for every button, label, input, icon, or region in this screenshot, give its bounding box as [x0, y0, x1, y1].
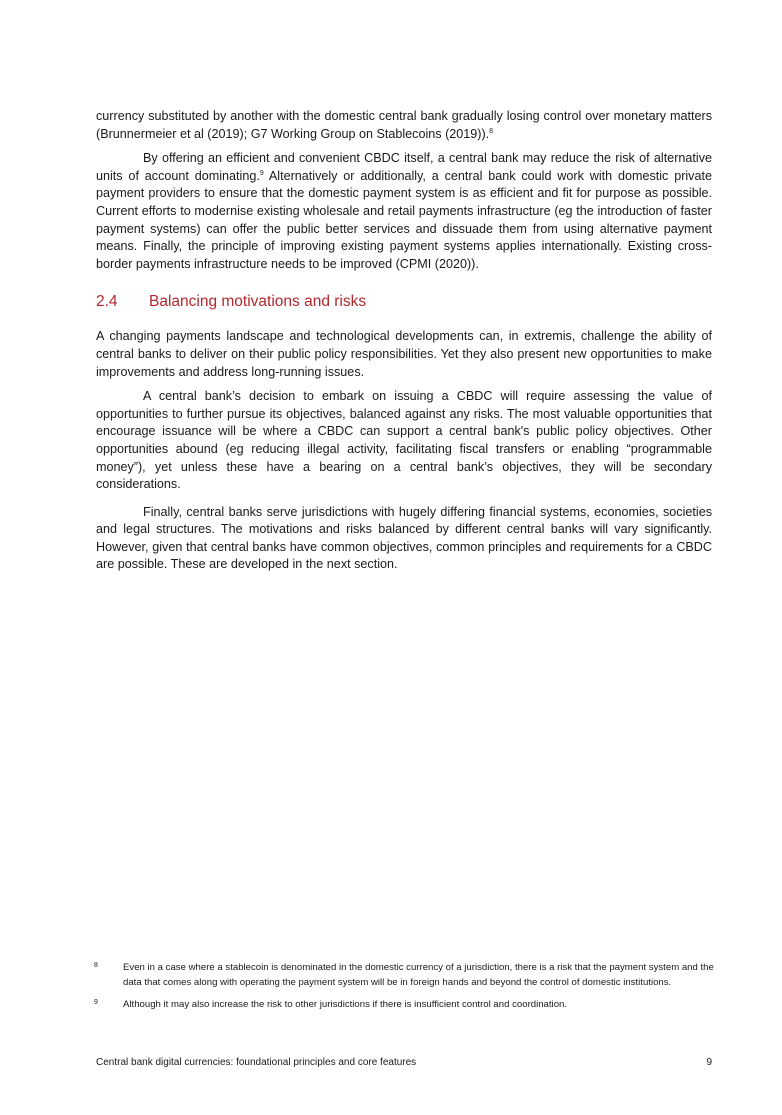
section-number: 2.4 [96, 293, 118, 311]
section-title: Balancing motivations and risks [149, 293, 367, 311]
body-paragraph-1 [96, 108, 712, 143]
footnote-8 [94, 961, 714, 990]
page-number: 9 [706, 1057, 712, 1068]
section-paragraph-3: Finally, central banks serve jurisdictions with hugely differing financial systems, economies, societies and legal structures. The motivations and risks balanced by different central banks will vary significantly. However, given that central banks have common objectives, common principles and requirements for a CBDC are possible. These are developed in the next section. [96, 504, 712, 572]
section-paragraph-1: A changing payments landscape and technological developments can, in extremis, challenge the ability of central banks to deliver on their public policy responsibilities. Yet they also present new opportunities to make improvements and address long-running issues. [96, 329, 712, 379]
footnote-ref-8[interactable]: 8 [489, 127, 494, 135]
main-content [96, 108, 712, 574]
paragraph-text: currency substituted by another with the domestic central bank gradually losing control over monetary matters (Brunnermeier et al (2019); G7 Working Group on Stablecoins (2019)). [96, 109, 712, 141]
section-paragraph-2: A central bank’s decision to embark on issuing a CBDC will require assessing the value of opportunities to further pursue its objectives, balanced against any risks. The most valuable opportunities that encourage issuance will be where a CBDC can support a central bank's public policy objectives. Other opportunities abound (eg reducing illegal activity, facilitating fiscal transfers or enabling “programmable money”), yet unless these have a bearing on a central bank’s objectives, they will be secondary considerations. [96, 389, 712, 492]
footnote-9 [94, 998, 714, 1013]
footnote-mark: 8 [94, 962, 98, 969]
footnote-text: Although it may also increase the risk to other jurisdictions if there is insufficient control and coordination. [123, 999, 568, 1011]
body-paragraph-2 [96, 150, 712, 273]
footnote-text: Even in a case where a stablecoin is denominated in the domestic currency of a jurisdiction, there is a risk that the payment system and the data that comes along with operating the payment system will be in foreign hands and beyond the control of domestic institutions. [123, 962, 714, 988]
footnote-ref-9[interactable]: 9 [259, 169, 264, 177]
section-heading [96, 292, 712, 312]
footnotes [94, 961, 714, 1021]
page-footer [96, 1056, 712, 1069]
paragraph-text: Alternatively or additionally, a central bank could work with domestic private payment providers to ensure that the domestic payment system is as efficient and fit for purpose as possible. Current efforts to modernise existing wholesale and retail payments infrastructure (eg the introduction of faster payment systems) can offer the public better services and dissuade them from using alternative payment means. Finally, the principle of improving existing payment systems applies internationally. Existing cross-border payments infrastructure needs to be improved (CPMI (2020)). [96, 168, 712, 271]
paragraph-text: By offering an efficient and convenient CBDC itself, a central bank may reduce the risk of alternative units of account dominating. [96, 151, 712, 183]
footnote-mark: 9 [94, 999, 98, 1007]
footer-title: Central bank digital currencies: foundational principles and core features [96, 1057, 417, 1068]
